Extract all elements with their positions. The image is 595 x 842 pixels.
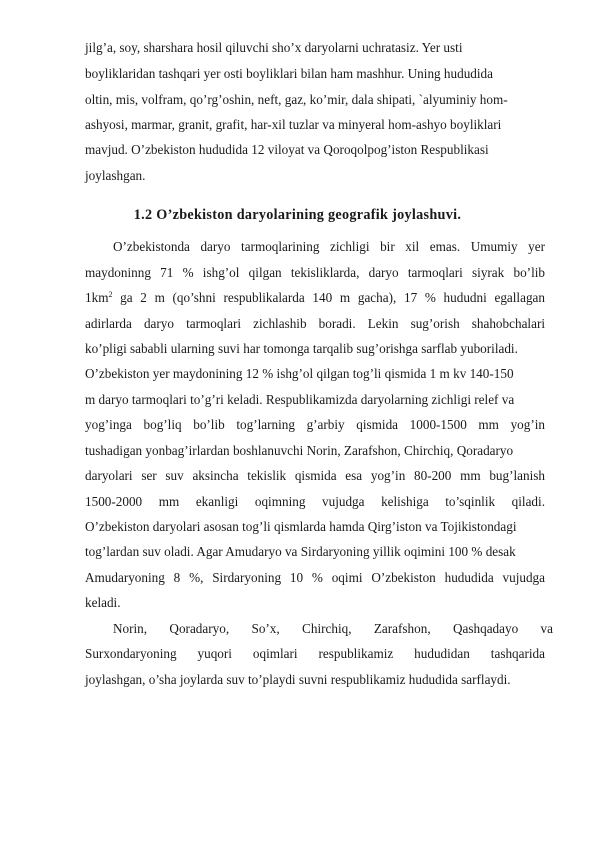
paragraph-line: ko’pligi sababli ularning suvi har tomonga tarqalib sug’orishga sarflab yuboriladi. (85, 341, 518, 356)
paragraph-line: tog’lardan suv oladi. Agar Amudaryo va Sirdaryoning yillik oqimini 100 % desak (85, 544, 516, 559)
paragraph-line (85, 290, 545, 306)
intro-line: ashyosi, marmar, granit, grafit, har-xil tuzlar va minyeral hom-ashyo boyliklari (85, 117, 502, 132)
paragraph-line: m daryo tarmoqlari to’g’ri keladi. Respublikamizda daryolarning zichligi relef va (85, 392, 515, 407)
paragraph-line: Amudaryoning 8 %, Sirdaryoning 10 % oqimi O’zbekiston hududida vujudga (85, 570, 545, 585)
paragraph-line: daryolari ser suv aksincha tekislik qismida esa yog’in 80-200 mm bug’lanish (85, 468, 545, 483)
paragraph-line: Norin, Qoradaryo, So’x, Chirchiq, Zarafshon, Qashqadayo va (113, 621, 553, 636)
unit-superscript: 2 (108, 290, 113, 299)
paragraph-line: 1500-2000 mm ekanligi oqimning vujudga kelishiga to’sqinlik qiladi. (85, 494, 545, 509)
intro-line: boyliklaridan tashqari yer osti boyliklari bilan ham mashhur. Uning hududida (85, 66, 494, 81)
paragraph-line: yog’inga bog’liq bo’lib tog’larning g’arbiy qismida 1000-1500 mm yog’in (85, 417, 545, 432)
paragraph-line: O’zbekiston yer maydonining 12 % ishg’ol qilgan tog’li qismida 1 m kv 140-150 (85, 366, 514, 381)
paragraph-text: ga 2 m (qo’shni respublikalarda 140 m gacha), 17 % hududni egallagan (112, 290, 545, 305)
intro-line: oltin, mis, volfram, qo’rg’oshin, neft, gaz, ko’mir, dala shipati, `alyuminiy hom- (85, 92, 508, 107)
paragraph-line: adirlarda daryo tarmoqlari zichlashib boradi. Lekin sug’orish shahobchalari (85, 316, 545, 331)
intro-line: mavjud. O’zbekiston hududida 12 viloyat va Qoroqolpog’iston Respublikasi (85, 142, 489, 157)
intro-line: joylashgan. (85, 168, 146, 183)
paragraph-line: O’zbekistonda daryo tarmoqlarining zichligi bir xil emas. Umumiy yer (113, 239, 545, 254)
paragraph-line: tushadigan yonbag’irlardan boshlanuvchi Norin, Zarafshon, Chirchiq, Qoradaryo (85, 443, 514, 458)
unit-km: 1km (85, 290, 109, 305)
paragraph-line: Surxondaryoning yuqori oqimlari respublikamiz hududidan tashqarida (85, 646, 545, 661)
section-heading: 1.2 O’zbekiston daryolarining geografik joylashuvi. (133, 207, 462, 223)
paragraph-line: O’zbekiston daryolari asosan tog’li qismlarda hamda Qirg’iston va Tojikistondagi (85, 519, 517, 534)
paragraph-line: keladi. (85, 595, 121, 610)
intro-line: jilg’a, soy, sharshara hosil qiluvchi sho’x daryolarni uchratasiz. Yer usti (85, 40, 463, 55)
paragraph-line: joylashgan, o’sha joylarda suv to’playdi suvni respublikamiz hududida sarflaydi. (85, 672, 511, 687)
paragraph-line: maydoninng 71 % ishg’ol qilgan tekisliklarda, daryo tarmoqlari siyrak bo’lib (85, 265, 545, 280)
